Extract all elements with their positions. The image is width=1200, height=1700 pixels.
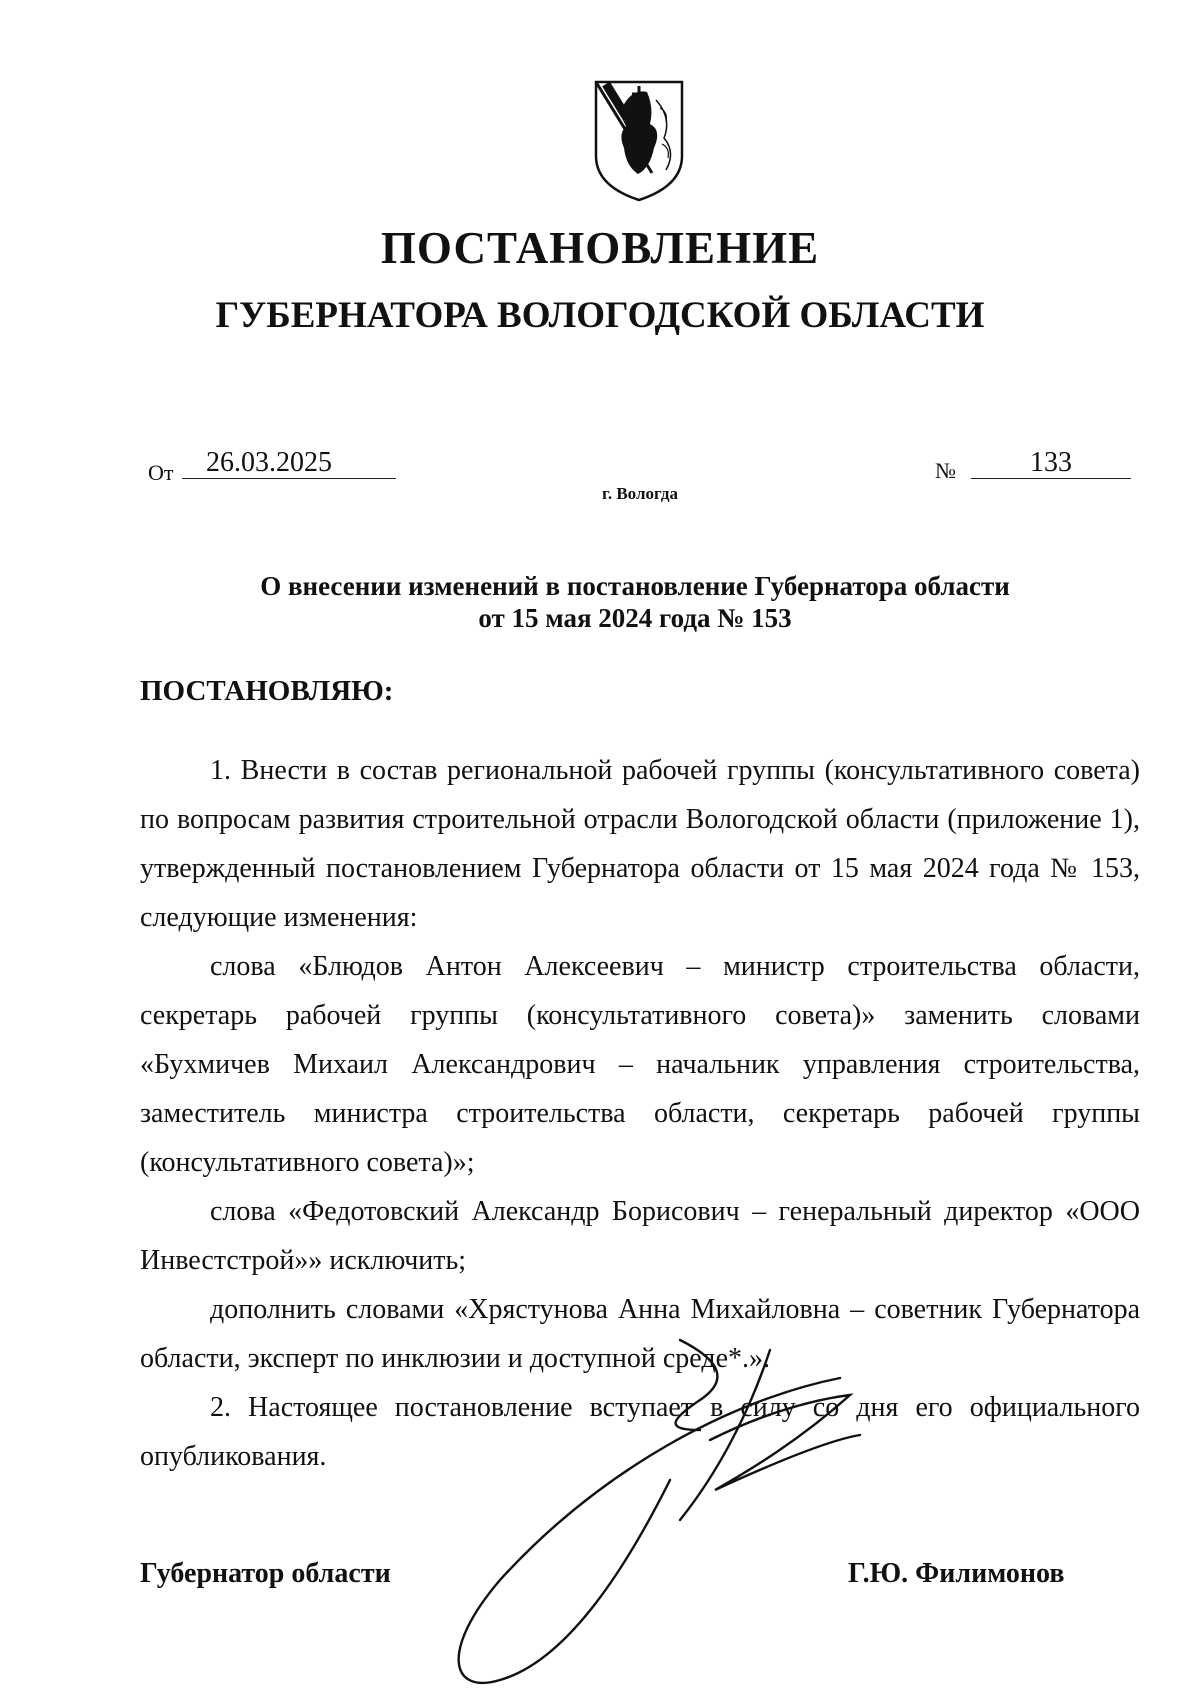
signature-icon xyxy=(430,1330,990,1700)
number-field: 133 xyxy=(971,448,1131,479)
signatory-name: Г.Ю. Филимонов xyxy=(848,1558,1065,1589)
subject-line-2: от 15 мая 2024 года № 153 xyxy=(478,603,792,633)
document-subject xyxy=(0,570,1200,634)
paragraph: 2. Настоящее постановление вступает в силу со дня его официального опубликования. xyxy=(140,1392,1140,1472)
date-field: 26.03.2025 xyxy=(182,448,396,479)
paragraph: дополнить словами «Хрястунова Анна Михайловна – советник Губернатора области, эксперт по инклюзии и доступной среде*.». xyxy=(140,1294,1140,1374)
city-label: г. Вологда xyxy=(602,484,678,503)
paragraph: слова «Федотовский Александр Борисович – генеральный директор «ООО Инвестстрой»» исключить; xyxy=(140,1196,1140,1276)
paragraph: 1. Внести в состав региональной рабочей группы (консультативного совета) по вопросам развития строительной отрасли Вологодской области (приложение 1), утвержденный постановлением Губернатора области от 15 мая 2024 года № 153, следующие изменения: xyxy=(140,755,1140,933)
date-prefix: От xyxy=(148,460,174,485)
signatory-position: Губернатор области xyxy=(140,1558,391,1589)
document-title: ПОСТАНОВЛЕНИЕ xyxy=(380,223,820,273)
number-prefix: № xyxy=(935,458,956,483)
decree-heading: ПОСТАНОВЛЯЮ: xyxy=(140,675,394,707)
coat-of-arms-icon xyxy=(592,78,686,204)
paragraph: слова «Блюдов Антон Алексеевич – министр строительства области, секретарь рабочей группы (консультативного совета)» заменить словами «Бухмичев Михаил Александрович – начальник управления строительства, заместитель министра строительства области, секретарь рабочей группы (консультативного совета)»; xyxy=(140,951,1140,1178)
document-subtitle: ГУБЕРНАТОРА ВОЛОГОДСКОЙ ОБЛАСТИ xyxy=(215,295,985,336)
subject-line-1: О внесении изменений в постановление Губернатора области xyxy=(260,571,1010,601)
